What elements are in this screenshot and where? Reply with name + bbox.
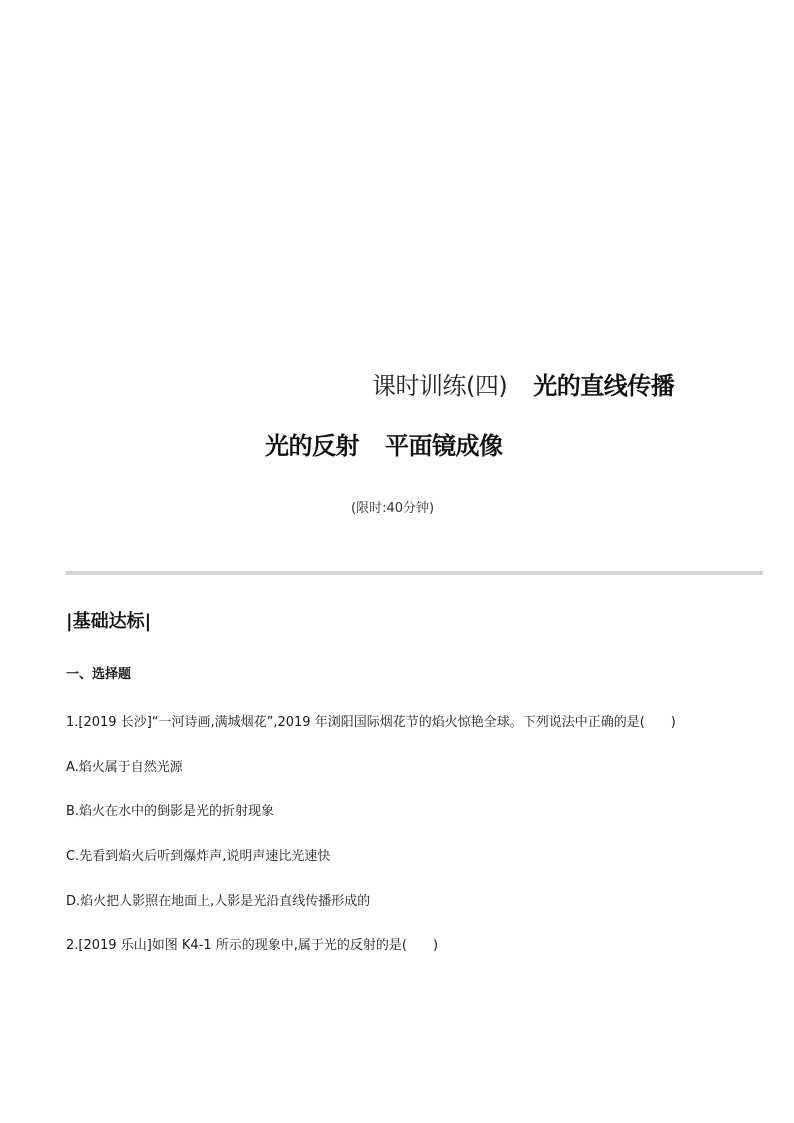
title-line-1 <box>372 368 674 404</box>
topic-light-propagation: 光的直线传播 <box>533 372 675 400</box>
topic-light-reflection: 光的反射 <box>265 432 359 460</box>
title-line-2 <box>265 428 503 464</box>
question-1-option-d: D.焰火把人影照在地面上,人影是光沿直线传播形成的 <box>66 894 371 909</box>
topic-plane-mirror: 平面镜成像 <box>385 432 503 460</box>
question-1-stem: 1.[2019 长沙]“一河诗画,满城烟花”,2019 年浏阳国际烟花节的焰火惊艳全球。下列说法中正确的是( ) <box>66 715 676 730</box>
question-1-option-c: C.先看到焰火后听到爆炸声,说明声速比光速快 <box>66 849 331 864</box>
lesson-number: 课时训练(四) <box>372 372 508 400</box>
time-limit: (限时:40分钟) <box>351 501 435 516</box>
question-1-option-a: A.焰火属于自然光源 <box>66 760 183 775</box>
question-2-stem: 2.[2019 乐山]如图 K4-1 所示的现象中,属于光的反射的是( ) <box>66 938 439 953</box>
section-divider <box>66 571 763 575</box>
section-title: |基础达标| <box>66 611 152 632</box>
subsection-title: 一、选择题 <box>66 667 132 682</box>
question-1-option-b: B.焰火在水中的倒影是光的折射现象 <box>66 804 275 819</box>
